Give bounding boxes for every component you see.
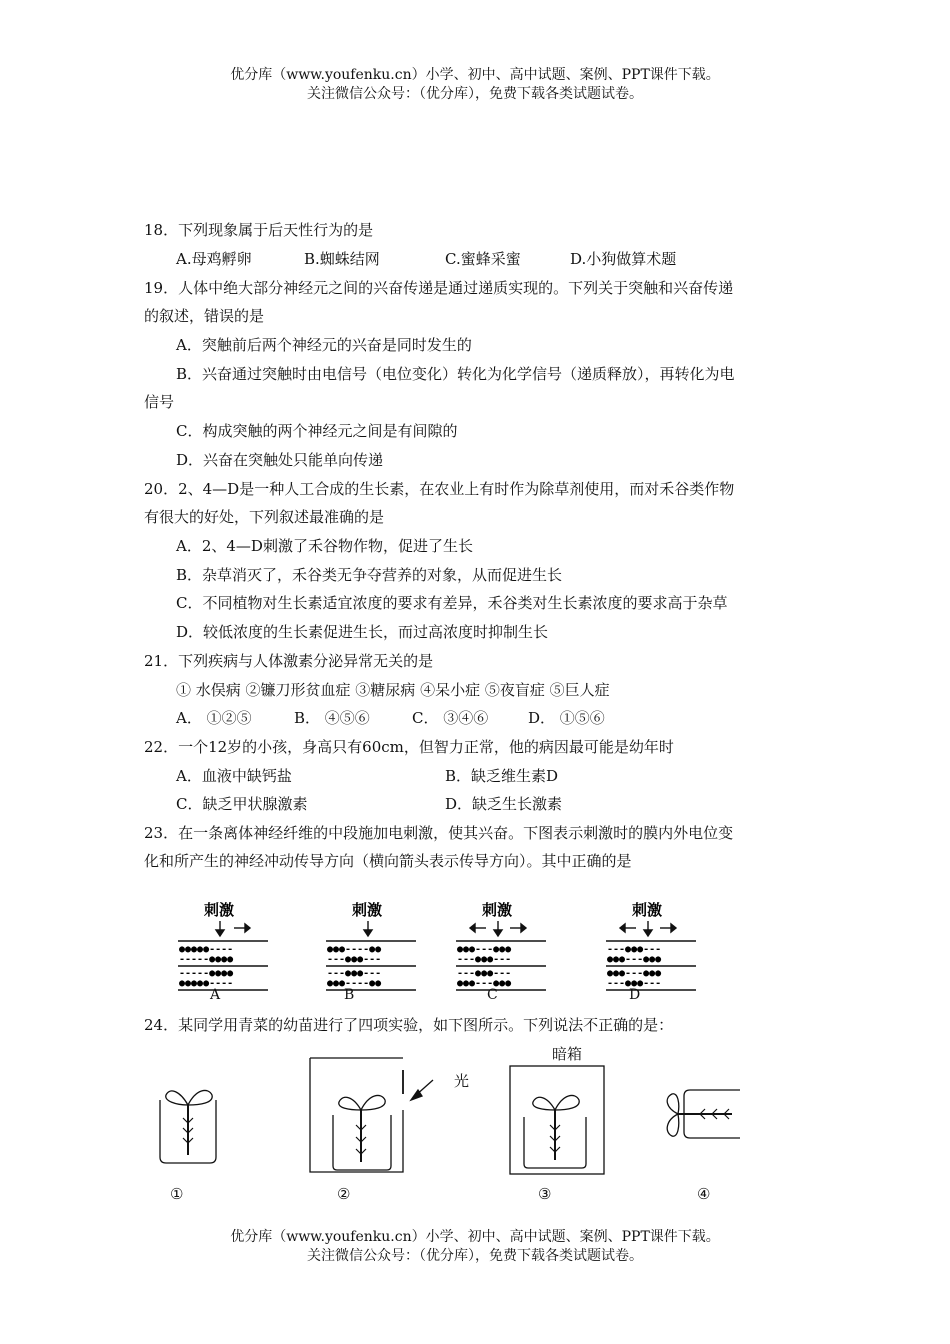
- box-outline: [310, 1058, 403, 1172]
- nerve-figure-c: [448, 895, 558, 1005]
- q21-option-a: A． ①②⑤: [176, 709, 252, 727]
- q23-label-b: B: [344, 987, 355, 1003]
- svg-text:●●●●●----: ●●●●●----: [179, 944, 234, 955]
- q19-option-d: D．兴奋在突触处只能单向传递: [176, 451, 384, 469]
- q20-stem-1: 20．2、4—D是一种人工合成的生长素，在农业上有时作为除草剂使用，而对禾谷类作物: [144, 480, 735, 498]
- svg-text:●●●---●●●: ●●●---●●●: [457, 978, 512, 989]
- header-line-2: 关注微信公众号：（优分库），免费下载各类试题试卷。: [307, 86, 643, 102]
- q24-label-3: ③: [538, 1185, 552, 1203]
- conduction-arrow-left-icon: [620, 924, 636, 932]
- q23-stem-2: 化和所产生的神经冲动传导方向（横向箭头表示传导方向）。其中正确的是: [144, 852, 632, 870]
- q18-option-a: A.母鸡孵卵: [176, 250, 252, 268]
- q22-option-c: C．缺乏甲状腺激素: [176, 795, 308, 813]
- svg-text:---●●●---: ---●●●---: [327, 954, 382, 965]
- svg-text:●●●----●●: ●●●----●●: [327, 944, 382, 955]
- svg-text:---●●●---: ---●●●---: [607, 978, 662, 989]
- conduction-arrow-right-icon: [234, 924, 250, 932]
- q20-option-a: A．2、4—D刺激了禾谷物作物，促进了生长: [176, 537, 473, 555]
- light-arrow-icon: [411, 1080, 433, 1100]
- header-line-1: 优分库（www.youfenku.cn）小学、初中、高中试题、案例、PPT课件下载。: [230, 67, 720, 83]
- q19-option-b-1: B．兴奋通过突触时由电信号（电位变化）转化为化学信号（递质释放），再转化为电: [176, 365, 735, 383]
- q23-label-c: C: [487, 987, 498, 1003]
- q19-option-b-2: 信号: [144, 393, 175, 411]
- q19-option-c: C．构成突触的两个神经元之间是有间隙的: [176, 422, 458, 440]
- svg-text:---●●●---: ---●●●---: [607, 944, 662, 955]
- stimulus-label: 刺激: [352, 901, 383, 919]
- svg-text:●●●----●●: ●●●----●●: [327, 978, 382, 989]
- q22-option-d: D．缺乏生长激素: [445, 795, 563, 813]
- q22-stem: 22．一个12岁的小孩，身高只有60cm，但智力正常，他的病因最可能是幼年时: [144, 738, 674, 756]
- q18-option-b: B.蜘蛛结网: [304, 250, 380, 268]
- q20-stem-2: 有很大的好处，下列叙述最准确的是: [144, 508, 385, 526]
- nerve-figure-d: [598, 895, 708, 1005]
- nerve-figure-a: [170, 895, 280, 1005]
- q18-option-c: C.蜜蜂采蜜: [445, 250, 521, 268]
- q21-option-b: B． ④⑤⑥: [294, 709, 370, 727]
- q23-label-a: A: [210, 987, 221, 1003]
- q23-label-d: D: [629, 987, 641, 1003]
- nerve-figure-b: [318, 895, 428, 1005]
- stimulus-arrow-down-icon: [494, 921, 502, 936]
- stimulus-arrow-down-icon: [216, 921, 224, 936]
- q21-option-d: D． ①⑤⑥: [528, 709, 605, 727]
- q24-stem: 24．某同学用青菜的幼苗进行了四项实验，如下图所示。下列说法不正确的是：: [144, 1016, 674, 1034]
- q20-option-c: C．不同植物对生长素适宜浓度的要求有差异，禾谷类对生长素浓度的要求高于杂草: [176, 594, 728, 612]
- q21-items: ① 水俣病 ②镰刀形贫血症 ③糖尿病 ④呆小症 ⑤夜盲症 ⑤巨人症: [176, 681, 610, 699]
- svg-text:-----●●●●: -----●●●●: [179, 954, 234, 965]
- stimulus-arrow-down-icon: [364, 921, 372, 936]
- svg-text:---●●●---: ---●●●---: [457, 954, 512, 965]
- seedling-figure-4: [660, 1082, 750, 1152]
- stimulus-label: 刺激: [482, 901, 513, 919]
- dark-box-label: 暗箱: [552, 1045, 583, 1063]
- footer-line-1: 优分库（www.youfenku.cn）小学、初中、高中试题、案例、PPT课件下载。: [230, 1229, 720, 1245]
- q19-stem-2: 的叙述，错误的是: [144, 307, 265, 325]
- svg-text:---●●●---: ---●●●---: [327, 968, 382, 979]
- conduction-arrow-left-icon: [470, 924, 486, 932]
- conduction-arrow-right-icon: [510, 924, 526, 932]
- footer-line-2: 关注微信公众号：（优分库），免费下载各类试题试卷。: [307, 1248, 643, 1264]
- q20-option-b: B．杂草消灭了，禾谷类无争夺营养的对象，从而促进生长: [176, 566, 563, 584]
- stimulus-arrow-down-icon: [644, 921, 652, 936]
- svg-text:-----●●●●: -----●●●●: [179, 968, 234, 979]
- q18-option-d: D.小狗做算术题: [570, 250, 677, 268]
- q24-label-4: ④: [697, 1185, 711, 1203]
- q22-option-a: A．血液中缺钙盐: [176, 767, 292, 785]
- svg-text:●●●---●●●: ●●●---●●●: [607, 968, 662, 979]
- stimulus-label: 刺激: [204, 901, 235, 919]
- seedling-figure-3: [506, 1062, 611, 1180]
- svg-text:●●●---●●●: ●●●---●●●: [607, 954, 662, 965]
- q21-stem: 21．下列疾病与人体激素分泌异常无关的是: [144, 652, 434, 670]
- q24-label-1: ①: [170, 1185, 184, 1203]
- conduction-arrow-right-icon: [660, 924, 676, 932]
- light-label: 光: [454, 1072, 470, 1090]
- q23-stem-1: 23．在一条离体神经纤维的中段施加电刺激，使其兴奋。下图表示刺激时的膜内外电位变: [144, 824, 734, 842]
- q18-stem: 18．下列现象属于后天性行为的是: [144, 221, 374, 239]
- q22-option-b: B．缺乏维生素D: [445, 767, 559, 785]
- q19-stem-1: 19．人体中绝大部分神经元之间的兴奋传递是通过递质实现的。下列关于突触和兴奋传递: [144, 279, 734, 297]
- seedling-figure-1: [150, 1075, 230, 1170]
- svg-text:●●●---●●●: ●●●---●●●: [457, 944, 512, 955]
- q19-option-a: A．突触前后两个神经元的兴奋是同时发生的: [176, 336, 472, 354]
- svg-text:---●●●---: ---●●●---: [457, 968, 512, 979]
- q21-option-c: C． ③④⑥: [412, 709, 489, 727]
- q24-label-2: ②: [337, 1185, 351, 1203]
- svg-text:●●●●●----: ●●●●●----: [179, 978, 234, 989]
- q20-option-d: D．较低浓度的生长素促进生长，而过高浓度时抑制生长: [176, 623, 549, 641]
- stimulus-label: 刺激: [632, 901, 663, 919]
